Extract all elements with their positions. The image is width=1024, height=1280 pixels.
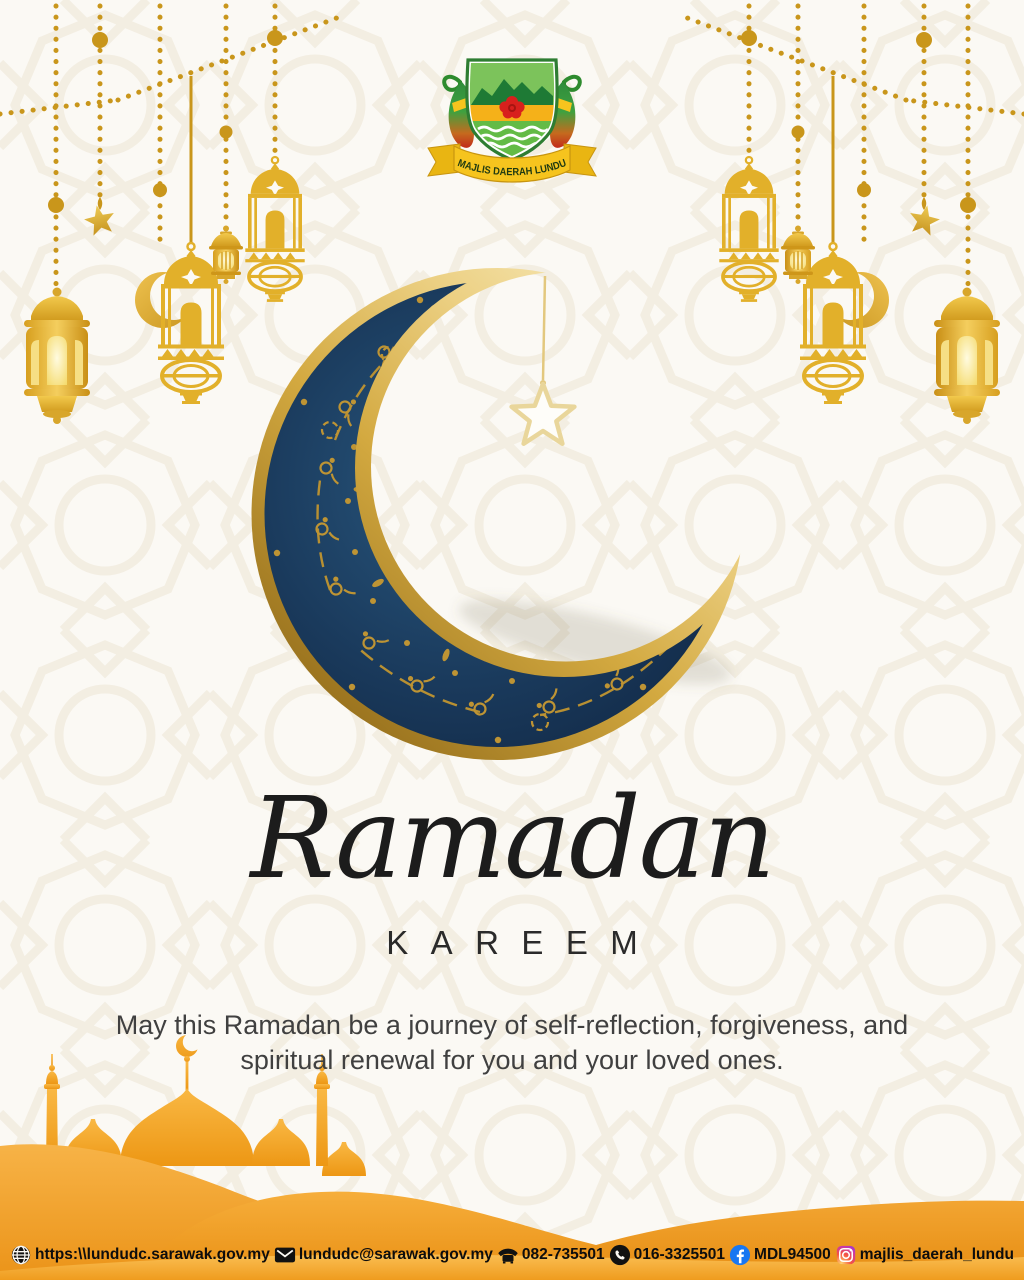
greeting-message: May this Ramadan be a journey of self-reflection, forgiveness, and spiritual renewal for you and your loved ones. (115, 1010, 909, 1076)
mdl-logo (424, 50, 600, 190)
ramadan-script-title: Ramadan (250, 774, 774, 904)
instagram-text: majlis_daerah_lundu (859, 1246, 1014, 1263)
mobile-phone-text: 016-3325501 (633, 1246, 726, 1263)
facebook-text: MDL94500 (754, 1246, 831, 1263)
email-text: lundudc@sarawak.gov.my (298, 1246, 493, 1263)
kareem-subtitle: KAREEM (386, 924, 661, 961)
contact-instagram (835, 1244, 1014, 1266)
facebook-icon (729, 1244, 751, 1266)
contact-office-phone (497, 1244, 605, 1266)
phone-icon (609, 1244, 631, 1266)
logo-shield (467, 60, 557, 160)
office-phone-text: 082-735501 (521, 1246, 605, 1263)
footer-contact-bar (0, 1240, 1024, 1270)
instagram-icon (835, 1244, 857, 1266)
contact-website (10, 1244, 270, 1266)
telephone-icon (497, 1244, 519, 1266)
crescent-moon (240, 250, 760, 770)
contact-mobile-phone (609, 1244, 725, 1266)
logo-banner-text: MAJLIS DAERAH LUNDU (455, 156, 569, 179)
contact-email (274, 1244, 493, 1266)
email-icon (274, 1244, 296, 1266)
contact-facebook (729, 1244, 831, 1266)
globe-icon (10, 1244, 32, 1266)
website-text: https:\\lundudc.sarawak.gov.my (35, 1246, 270, 1263)
